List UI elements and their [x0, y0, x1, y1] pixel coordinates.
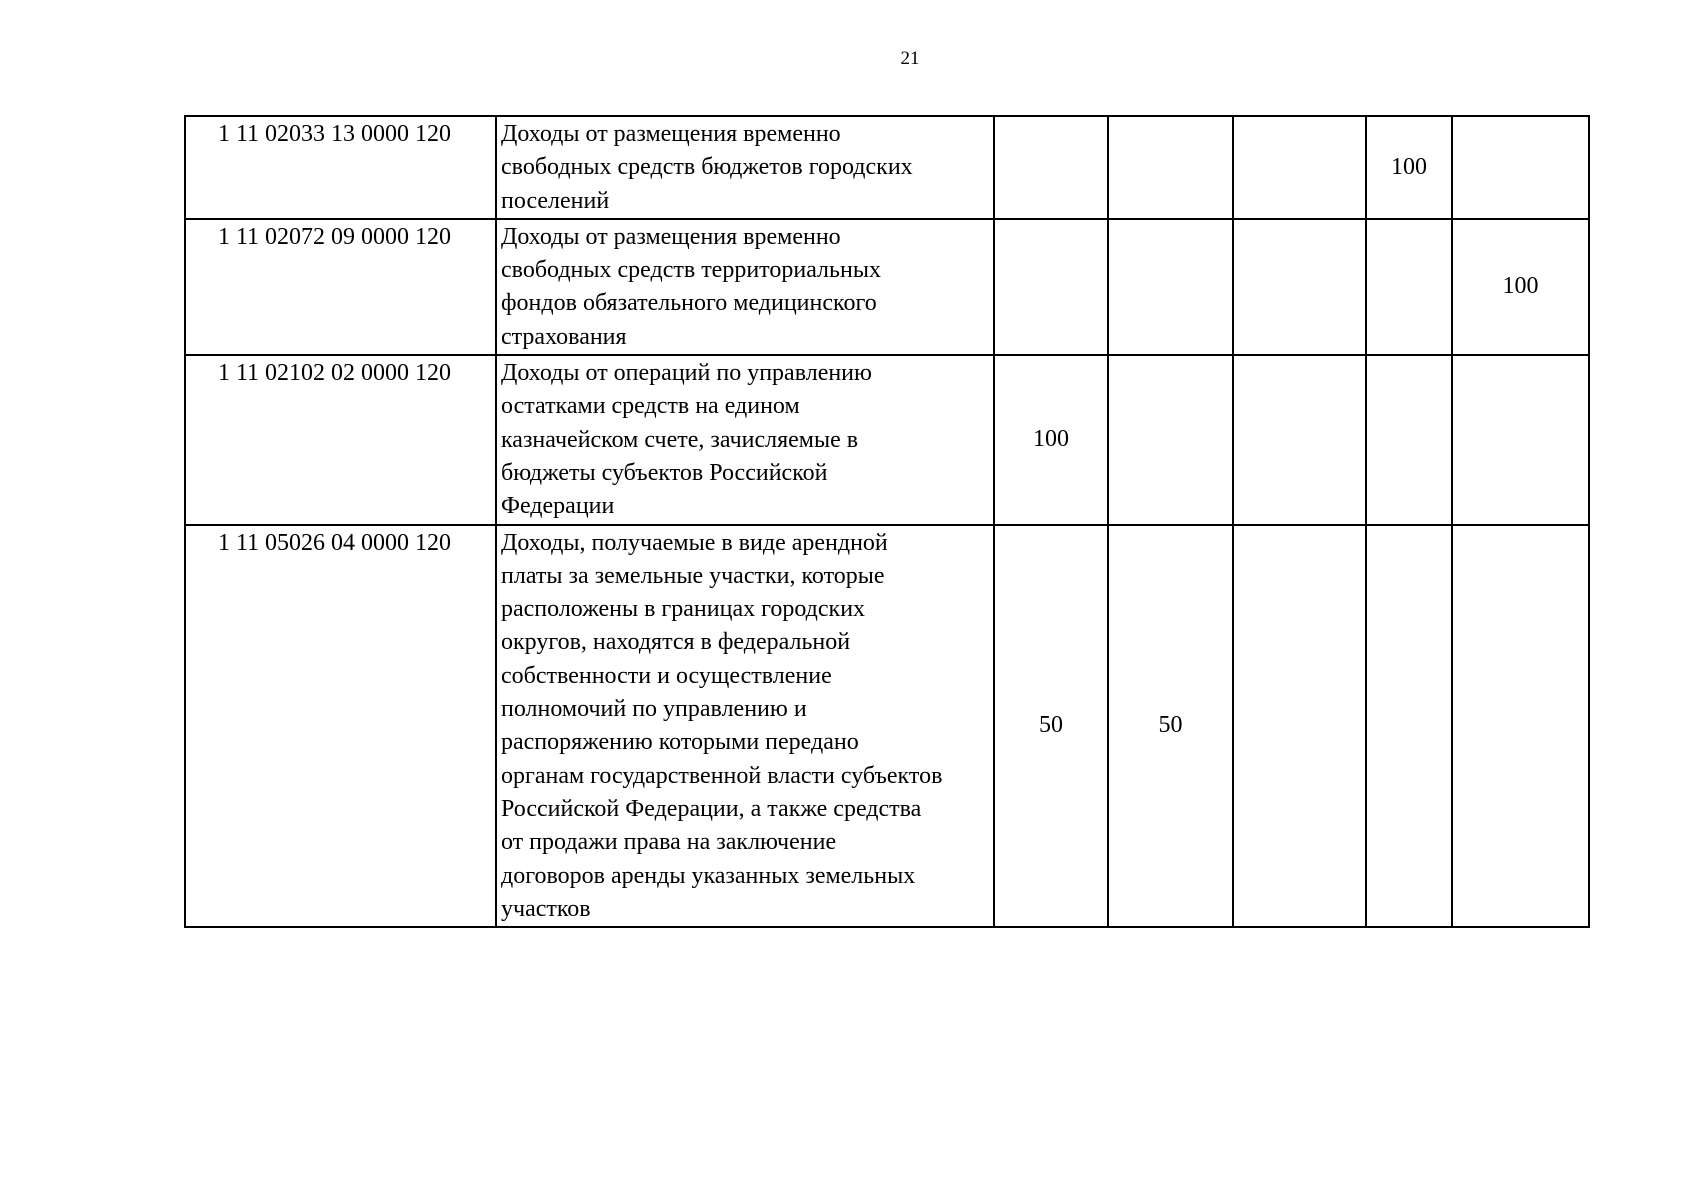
- description-line: от продажи права на заключение: [501, 829, 837, 856]
- value-cell-col4: 100: [1366, 116, 1452, 219]
- description-line: свободных средств бюджетов городских: [501, 154, 913, 181]
- description-line: органам государственной власти субъектов: [501, 762, 943, 789]
- revenue-distribution-table: [184, 115, 1590, 928]
- page-number: 21: [900, 48, 920, 69]
- value-cell-col2: 50: [1108, 525, 1233, 928]
- description-line: страхования: [501, 323, 627, 350]
- description-line: бюджеты субъектов Российской: [501, 459, 828, 486]
- description-line: Доходы, получаемые в виде арендной: [501, 529, 888, 556]
- description-line: договоров аренды указанных земельных: [501, 862, 916, 889]
- value-cell-col2: [1108, 116, 1233, 219]
- description-line: округов, находятся в федеральной: [501, 629, 851, 656]
- description-line: Российской Федерации, а также средства: [501, 795, 922, 822]
- value-cell-col1: 100: [994, 355, 1108, 524]
- description-line: Доходы от операций по управлению: [501, 360, 872, 387]
- revenue-description-cell: [496, 116, 994, 219]
- revenue-code-cell: 1 11 05026 04 0000 120: [185, 525, 496, 928]
- table-row: [185, 116, 1589, 219]
- description-line: поселений: [501, 187, 610, 214]
- value-cell-col5: [1452, 355, 1589, 524]
- description-line: распоряжению которыми передано: [501, 729, 859, 756]
- value-cell-col3: [1233, 219, 1366, 355]
- value-cell-col1: [994, 116, 1108, 219]
- description-line: Доходы от размещения временно: [501, 223, 841, 250]
- table-row: [185, 355, 1589, 524]
- description-line: остатками средств на едином: [501, 393, 800, 420]
- value-cell-col1: [994, 219, 1108, 355]
- value-cell-col5: [1452, 525, 1589, 928]
- description-line: казначейском счете, зачисляемые в: [501, 426, 859, 453]
- table-body: [185, 116, 1589, 927]
- revenue-code-cell: 1 11 02033 13 0000 120: [185, 116, 496, 219]
- revenue-code-cell: 1 11 02072 09 0000 120: [185, 219, 496, 355]
- value-cell-col3: [1233, 116, 1366, 219]
- description-line: фондов обязательного медицинского: [501, 290, 877, 317]
- revenue-code-cell: 1 11 02102 02 0000 120: [185, 355, 496, 524]
- value-cell-col4: [1366, 525, 1452, 928]
- revenue-description-cell: [496, 219, 994, 355]
- table-row: [185, 525, 1589, 928]
- value-cell-col2: [1108, 219, 1233, 355]
- revenue-description-cell: [496, 525, 994, 928]
- description-line: Федерации: [501, 493, 615, 520]
- revenue-description-cell: [496, 355, 994, 524]
- value-cell-col3: [1233, 525, 1366, 928]
- description-line: Доходы от размещения временно: [501, 121, 841, 147]
- value-cell-col4: [1366, 219, 1452, 355]
- description-line: собственности и осуществление: [501, 662, 832, 689]
- value-cell-col2: [1108, 355, 1233, 524]
- description-line: свободных средств территориальных: [501, 257, 881, 284]
- description-line: расположены в границах городских: [501, 596, 866, 623]
- value-cell-col5: [1452, 116, 1589, 219]
- value-cell-col4: [1366, 355, 1452, 524]
- description-line: полномочий по управлению и: [501, 696, 807, 723]
- value-cell-col5: 100: [1452, 219, 1589, 355]
- value-cell-col1: 50: [994, 525, 1108, 928]
- table-row: [185, 219, 1589, 355]
- value-cell-col3: [1233, 355, 1366, 524]
- description-line: платы за земельные участки, которые: [501, 562, 885, 589]
- description-line: участков: [501, 895, 591, 922]
